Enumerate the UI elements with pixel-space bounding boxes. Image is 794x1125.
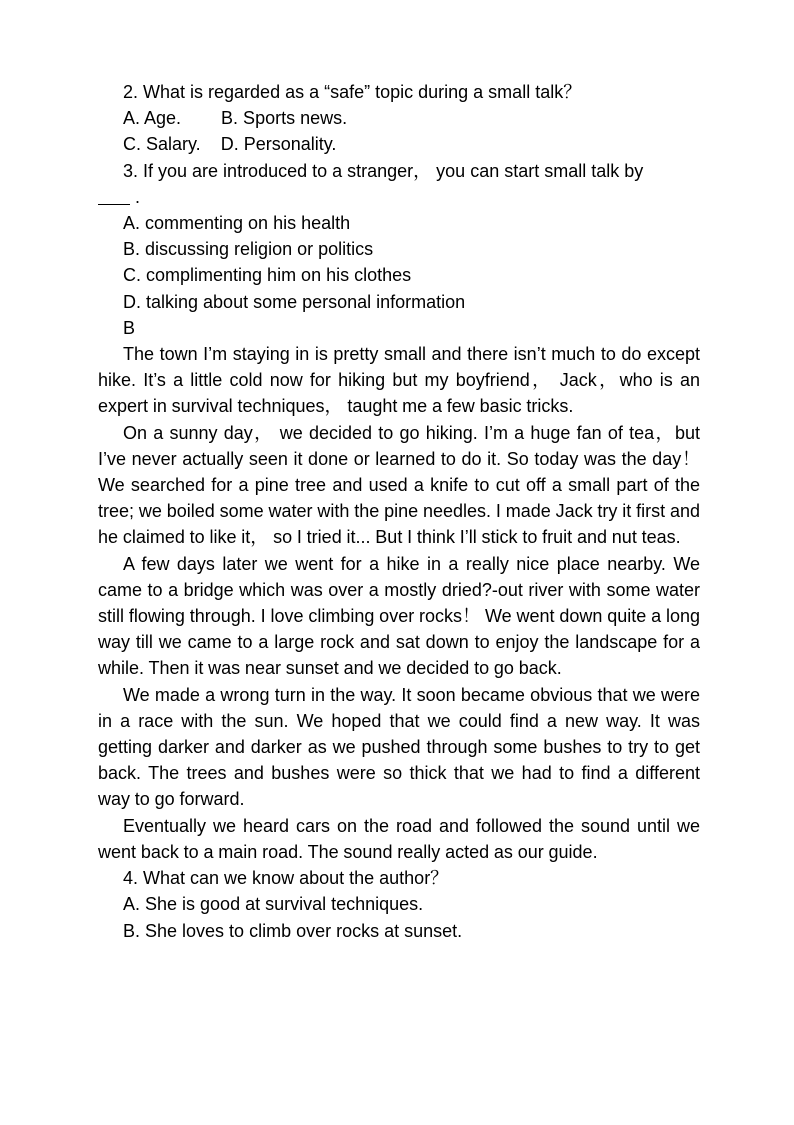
question-2-options-row-1: A. Age. B. Sports news. — [123, 108, 348, 129]
question-3-option-d: D. talking about some personal information — [123, 291, 466, 312]
question-4-stem: 4. What can we know about the author？ — [123, 868, 449, 889]
question-2-stem: 2. What is regarded as a “safe” topic during a small talk？ — [123, 82, 582, 102]
passage-paragraph-5: Eventually we heard cars on the road and followed the sound until we went back to a main road. The sound really acted as our guide. — [98, 815, 700, 862]
passage-paragraph-1: The town I’m staying in is pretty small and there isn’t much to do except hike. It’s a little cold now for hiking but my boyfriend， Jack，who is an expert in survival techniques， taught me a few basic tricks. — [98, 344, 700, 417]
question-4-option-b: B. She loves to climb over rocks at sunset. — [123, 920, 463, 941]
answer-blank — [98, 186, 130, 205]
question-3-option-a: A. commenting on his health — [123, 213, 351, 234]
passage-paragraph-3: A few days later we went for a hike in a really nice place nearby. We came to a bridge which was over a mostly dried?-out river with some water still flowing through. I love climbing over rocks！ We went down quite a long way till we came to a large rock and sat down to enjoy the landscape for a while. Then it was near sunset and we decided to go back. — [98, 553, 700, 679]
question-3-option-c: C. complimenting him on his clothes — [123, 265, 412, 286]
section-label: B — [123, 317, 136, 338]
question-3-blank-line — [98, 184, 700, 210]
question-2-options-row-2: C. Salary. D. Personality. — [123, 134, 337, 155]
passage-paragraph-2: On a sunny day， we decided to go hiking. I’m a huge fan of tea，but I’ve never actually seen it done or learned to do it. So today was the day！ We searched for a pine tree and used a knife to cut off a small part of the tree; we boiled some water with the pine needles. I made Jack try it first and he claimed to like it， so I tried it... But I think I’ll stick to fruit and nut teas. — [98, 422, 700, 548]
question-3-stem: 3. If you are introduced to a stranger， you can start small talk by — [123, 160, 644, 181]
document-page — [98, 79, 700, 944]
question-3-option-b: B. discussing religion or politics — [123, 239, 374, 260]
question-3-stem-end: . — [130, 186, 141, 207]
question-4-option-a: A. She is good at survival techniques. — [123, 894, 424, 915]
passage-paragraph-4: We made a wrong turn in the way. It soon became obvious that we were in a race with the sun. We hoped that we could find a new way. It was getting darker and darker as we pushed through some bushes to try to get back. The trees and bushes were so thick that we had to find a different way to go forward. — [98, 684, 700, 810]
